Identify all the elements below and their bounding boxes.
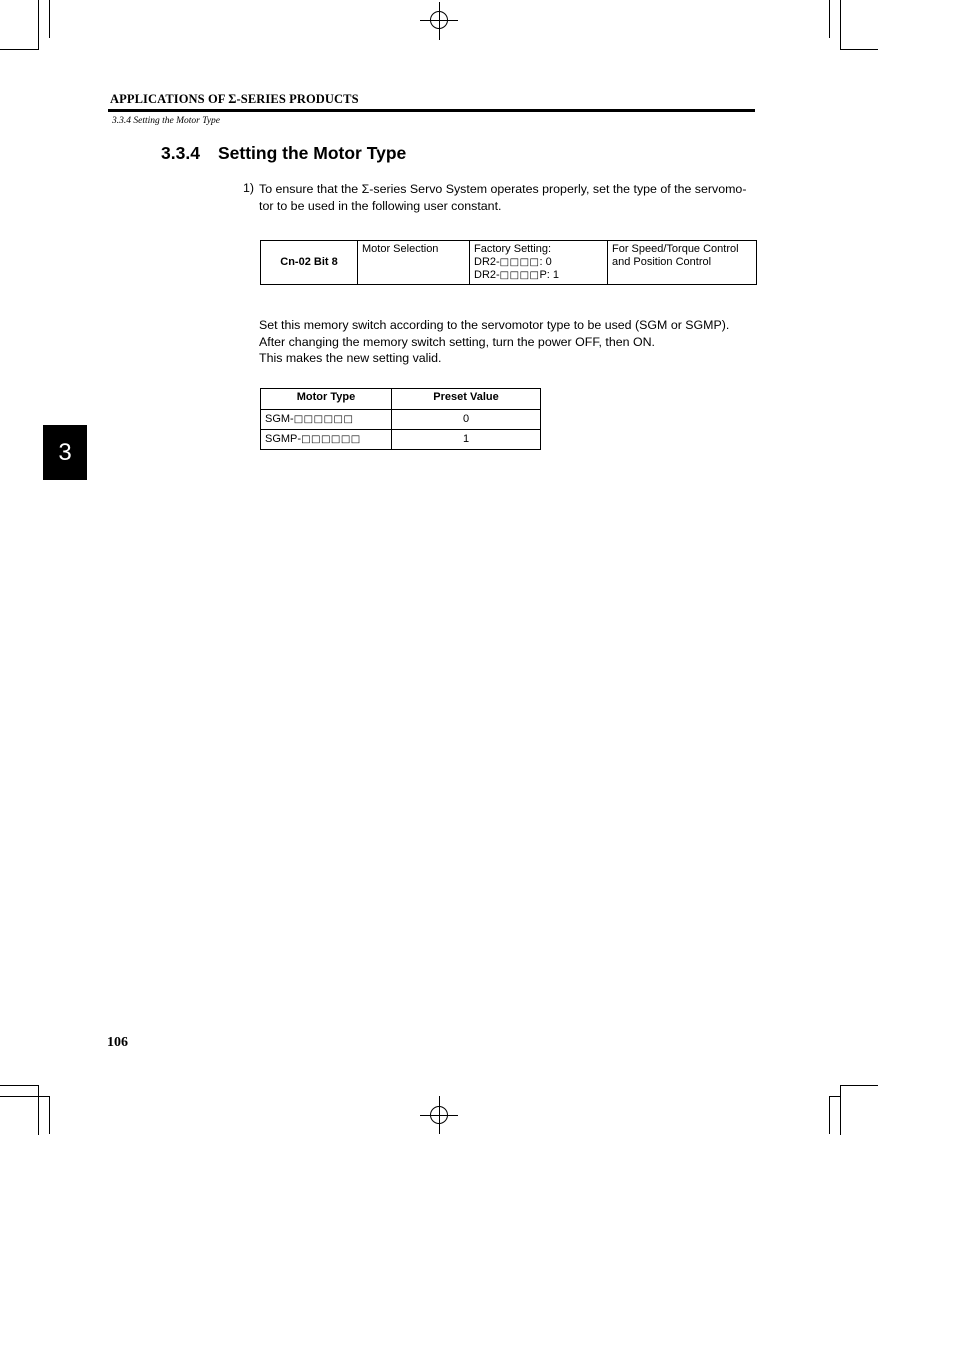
chapter-tab: 3: [43, 425, 87, 480]
constant-cell: [261, 241, 358, 285]
constant-name-cell: [358, 241, 470, 285]
crop-mark: [49, 0, 50, 38]
crop-mark: [49, 1096, 50, 1134]
section-title: [161, 143, 406, 164]
intro-line: To ensure that the Σ-series Servo System operates properly, set the type of the servomo-: [259, 182, 747, 196]
crop-mark: [840, 1085, 841, 1135]
constant-number: Cn-02 Bit 8: [280, 256, 338, 268]
setting-value: : 0: [539, 256, 552, 268]
crop-mark: [829, 1096, 830, 1134]
registration-mark: [439, 1096, 440, 1134]
setting-value: P: 1: [539, 269, 560, 281]
body-line: After changing the memory switch setting, turn the power OFF, then ON.: [259, 334, 655, 349]
crop-mark: [829, 0, 830, 38]
model-prefix: DR2-: [474, 269, 500, 281]
model-prefix: DR2-: [474, 256, 500, 268]
constant-name: Motor Selection: [362, 243, 439, 255]
placeholder-boxes: □□□□: [499, 257, 540, 268]
crop-mark: [0, 1096, 50, 1097]
intro-line: tor to be used in the following user constant.: [259, 198, 502, 213]
crop-mark: [0, 49, 38, 50]
header-rule: [108, 109, 755, 112]
breadcrumb: 3.3.4 Setting the Motor Type: [112, 116, 221, 126]
body-line: This makes the new setting valid.: [259, 351, 442, 365]
section-number: 3.3.4: [161, 143, 200, 163]
factory-setting-cell: [470, 241, 608, 285]
crop-mark: [840, 49, 878, 50]
preset-value-cell: 1: [392, 430, 541, 450]
intro-paragraph: [259, 181, 759, 214]
crop-mark: [840, 0, 841, 50]
table-row: [261, 430, 541, 450]
registration-mark: [439, 2, 440, 40]
list-marker: 1): [243, 181, 255, 195]
running-head: APPLICATIONS OF Σ-SERIES PRODUCTS: [110, 92, 359, 106]
preset-value-cell: 0: [392, 410, 541, 430]
crop-mark: [38, 1085, 39, 1135]
placeholder-boxes: □□□□□□: [293, 414, 354, 425]
control-mode-line: For Speed/Torque Control: [612, 243, 739, 255]
table-row: [261, 410, 541, 430]
control-mode-cell: [608, 241, 757, 285]
page-number: 106: [107, 1035, 128, 1050]
user-constant-table: [260, 240, 757, 285]
factory-setting-line: [474, 269, 603, 282]
motor-type-table: [260, 388, 541, 450]
crop-mark: [840, 1085, 878, 1086]
model-prefix: SGM-: [265, 413, 294, 425]
column-header: Motor Type: [261, 389, 392, 410]
factory-setting-label: Factory Setting:: [474, 243, 552, 255]
control-mode-line: and Position Control: [612, 256, 712, 268]
body-line: Set this memory switch according to the servomotor type to be used (SGM or SGMP).: [259, 318, 730, 332]
body-paragraph: [259, 317, 759, 367]
model-prefix: SGMP-: [265, 433, 302, 445]
column-header: Preset Value: [392, 389, 541, 410]
section-title-text: Setting the Motor Type: [218, 143, 407, 163]
placeholder-boxes: □□□□: [499, 270, 540, 281]
factory-setting-line: [474, 256, 603, 269]
placeholder-boxes: □□□□□□: [301, 434, 361, 445]
crop-mark: [0, 1085, 38, 1086]
crop-mark: [38, 0, 39, 50]
motor-type-cell: [261, 410, 392, 430]
motor-type-cell: [261, 430, 392, 450]
table-header-row: [261, 389, 541, 410]
table-row: [261, 241, 757, 285]
